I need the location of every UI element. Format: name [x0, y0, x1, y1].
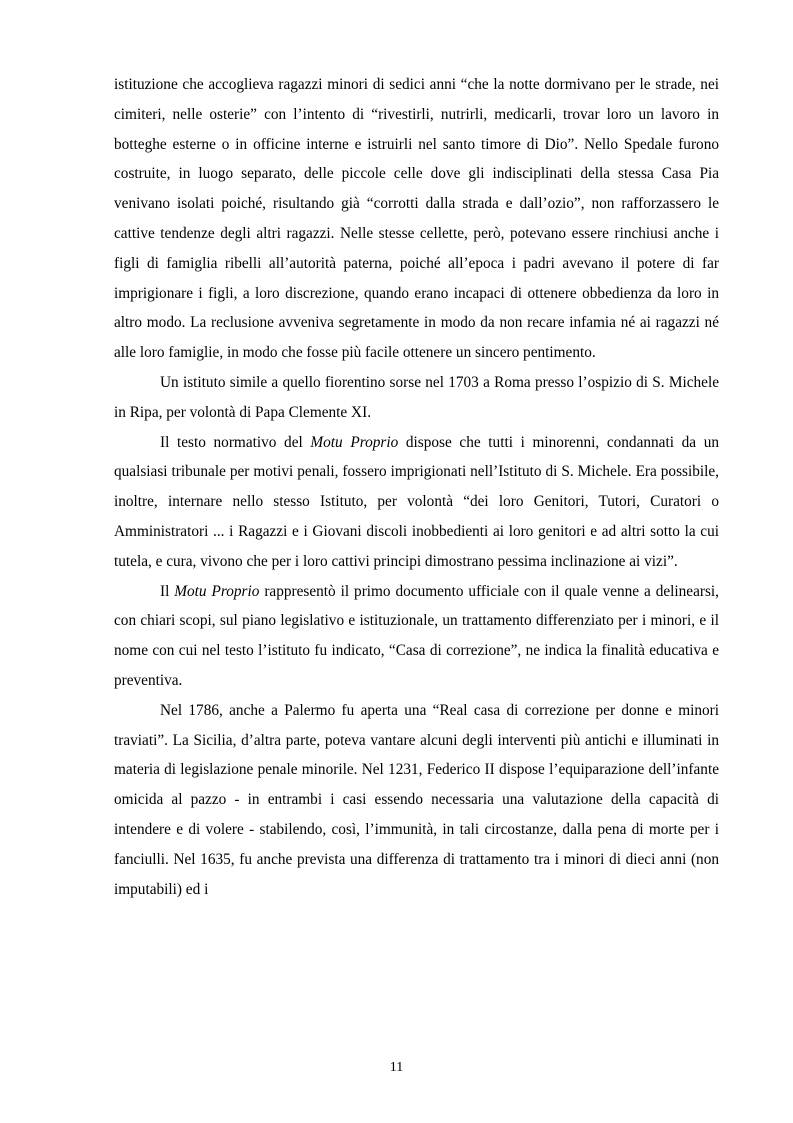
paragraph-text: Il	[160, 582, 175, 600]
paragraph-text: rappresentò il primo documento ufficiale con il quale venne a delinearsi, con chiari scopi, sul piano legislativo e istituzionale, un trattamento differenziato per i minori, e il nome con cui nel testo l’istituto fu indicato, “Casa di correzione”, ne indica la finalità educativa e preventiva.	[114, 582, 719, 689]
paragraph-text: istituzione che accoglieva ragazzi minori di sedici anni “che la notte dormivano per le strade, nei cimiteri, nelle osterie” con l’intento di “rivestirli, nutrirli, medicarli, trovar loro un lavoro in botteghe esterne o in officine interne e istruirli nel santo timore di Dio”. Nello Spedale furono costruite, in luogo separato, delle piccole celle dove gli indisciplinati della stessa Casa Pia venivano isolati poiché, risultando già “corrotti dalla strada e dall’ozio”, non rafforzassero le cattive tendenze degli altri ragazzi. Nelle stesse cellette, però, potevano essere rinchiusi anche i figli di famiglia ribelli all’autorità paterna, poiché all’epoca i padri avevano il potere di far imprigionare i figli, a loro discrezione, quando erano incapaci di ottenere obbedienza da loro in altro modo. La reclusione avveniva segretamente in modo da non recare infamia né ai ragazzi né alle loro famiglie, in modo che fosse più facile ottenere un sincero pentimento.	[114, 76, 719, 362]
document-body	[114, 70, 719, 904]
paragraph-3	[114, 428, 719, 577]
paragraph-2	[114, 368, 719, 428]
paragraph-text: dispose che tutti i minorenni, condannati da un qualsiasi tribunale per motivi penali, fossero imprigionati nell’Istituto di S. Michele. Era possibile, inoltre, internare nello stesso Istituto, per volontà “dei loro Genitori, Tutori, Curatori o Amministratori ... i Ragazzi e i Giovani discoli inobbedienti ai loro genitori e ad altri sotto la cui tutela, e cura, vivono che per i loro cattivi principi dimostrano pessima inclinazione ai vizi”.	[114, 433, 719, 570]
paragraph-text: Nel 1786, anche a Palermo fu aperta una “Real casa di correzione per donne e minori traviati”. La Sicilia, d’altra parte, poteva vantare alcuni degli interventi più antichi e illuminati in materia di legislazione penale minorile. Nel 1231, Federico II dispose l’equiparazione dell’infante omicida al pazzo - in entrambi i casi essendo necessaria una valutazione della capacità di intendere e di volere - stabilendo, così, l’immunità, in tali circostanze, dalla pena di morte per i fanciulli. Nel 1635, fu anche prevista una differenza di trattamento tra i minori di dieci anni (non imputabili) ed i	[114, 701, 719, 898]
italic-term: Motu Proprio	[174, 582, 260, 600]
paragraph-4	[114, 577, 719, 696]
italic-term: Motu Proprio	[310, 433, 399, 451]
paragraph-5	[114, 696, 719, 905]
paragraph-1	[114, 70, 719, 368]
page-number: 11	[389, 1060, 404, 1075]
paragraph-text: Il testo normativo del	[160, 433, 311, 451]
paragraph-text: Un istituto simile a quello fiorentino sorse nel 1703 a Roma presso l’ospizio di S. Michele in Ripa, per volontà di Papa Clemente XI.	[114, 373, 719, 421]
